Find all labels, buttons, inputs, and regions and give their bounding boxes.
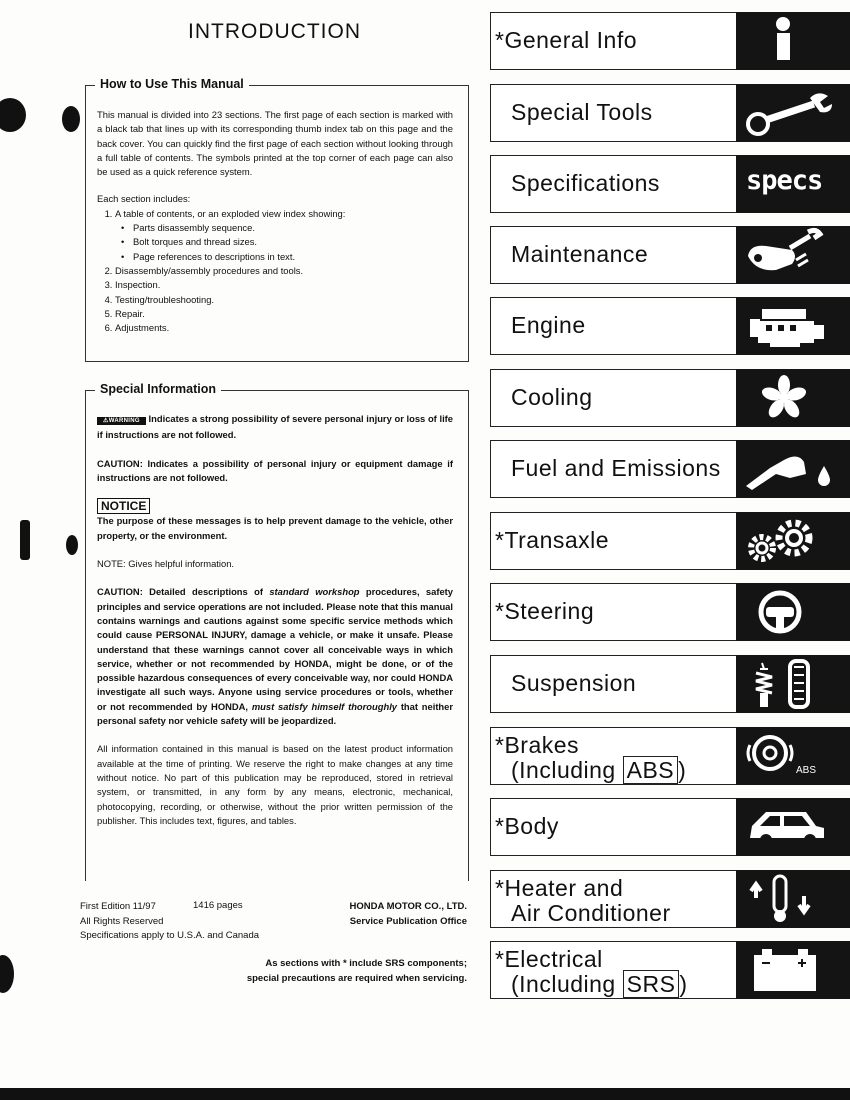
list-item: 4. Testing/troubleshooting. bbox=[115, 293, 453, 307]
binder-hole-mark bbox=[62, 106, 80, 132]
srs-note-line-1: As sections with * include SRS components; bbox=[265, 958, 467, 969]
tab-label: Electrical bbox=[504, 946, 603, 972]
list-item: 2. Disassembly/assembly procedures and tools. bbox=[115, 264, 453, 278]
tab-label: Specifications bbox=[511, 170, 660, 196]
tab-body[interactable] bbox=[490, 798, 850, 858]
list-item: • Bolt torques and thread sizes. bbox=[133, 235, 453, 249]
list-item-text: A table of contents, or an exploded view index showing: bbox=[115, 207, 346, 219]
abs-icon-text: ABS bbox=[796, 765, 817, 776]
tab-fuel-and-emissions[interactable] bbox=[490, 440, 850, 500]
binder-hole-mark bbox=[20, 520, 30, 560]
caution-text-c: that neither personal safety nor vehicle safety will be jeopardized. bbox=[97, 700, 454, 727]
fuel-nozzle-icon bbox=[736, 440, 850, 498]
tab-label: Brakes bbox=[504, 732, 580, 758]
tab-steering[interactable] bbox=[490, 583, 850, 643]
srs-note bbox=[215, 957, 467, 986]
special-info-text bbox=[97, 412, 453, 828]
wrench-icon bbox=[736, 84, 850, 142]
srs-star: * bbox=[495, 27, 505, 53]
page-count: 1416 pages bbox=[193, 900, 243, 911]
tab-suspension[interactable] bbox=[490, 655, 850, 715]
specs-text-icon bbox=[736, 155, 850, 213]
tab-sublabel-end: ) bbox=[679, 971, 688, 997]
tab-heater-and-air-conditioner[interactable] bbox=[490, 870, 850, 930]
special-info-heading: Special Information bbox=[95, 382, 221, 396]
tab-brakes[interactable] bbox=[490, 727, 850, 787]
tab-electrical[interactable] bbox=[490, 941, 850, 1001]
tab-label: Steering bbox=[504, 598, 595, 624]
list-item bbox=[115, 207, 453, 264]
caution-paragraph: CAUTION: Indicates a possibility of personal injury or equipment damage if instructions are not followed. bbox=[97, 457, 453, 483]
tab-label: Suspension bbox=[511, 670, 637, 696]
warning-tag: ⚠WARNING bbox=[97, 417, 146, 425]
specs-icon-text: specs bbox=[746, 165, 823, 196]
tab-label: Body bbox=[504, 813, 559, 839]
binder-hole-mark bbox=[0, 98, 26, 132]
caution-text-a: CAUTION: Detailed descriptions of bbox=[97, 586, 263, 598]
list-item: • Parts disassembly sequence. bbox=[133, 221, 453, 235]
tab-engine[interactable] bbox=[490, 297, 850, 357]
caution-text-italic-2: must satisfy himself thoroughly bbox=[251, 700, 398, 712]
page-title: INTRODUCTION bbox=[188, 20, 361, 43]
scan-bottom-edge bbox=[0, 1088, 850, 1100]
list-item: 6. Adjustments. bbox=[115, 321, 453, 335]
list-item: 5. Repair. bbox=[115, 307, 453, 321]
binder-hole-mark bbox=[0, 955, 14, 993]
brake-disc-icon bbox=[736, 727, 850, 785]
gears-icon bbox=[736, 512, 850, 570]
tab-sublabel-end: ) bbox=[678, 757, 687, 783]
warning-text: Indicates a strong possibility of severe personal injury or loss of life if instructions are not followed. bbox=[97, 413, 454, 441]
notice-paragraph: The purpose of these messages is to help prevent damage to the vehicle, other property, or the environment. bbox=[97, 515, 453, 541]
publisher-info bbox=[330, 900, 467, 929]
tab-label: Transaxle bbox=[504, 527, 610, 553]
includes-label: Each section includes: bbox=[97, 193, 191, 205]
tab-sublabel: Air Conditioner bbox=[511, 900, 671, 926]
tab-maintenance[interactable] bbox=[490, 226, 850, 286]
tab-label: Special Tools bbox=[511, 99, 653, 125]
caution-text-b: procedures, safety principles and service operations are not included. Please note that this manual contains warnings and cautions against some specific service methods which could cause PERSONAL INJURY, damage a vehicle, or make it unsafe. Please understand that these warnings cannot cover all conceivable ways in which service, whether or not recommended by HONDA, might be done, or of the possible hazardous consequences of every conceivable way, nor could HONDA investigate all such ways. Anyone using service procedures or tools, whether or not recommended by HONDA, bbox=[97, 586, 454, 712]
warning-paragraph bbox=[97, 412, 453, 443]
rights-text: All Rights Reserved bbox=[80, 915, 164, 927]
srs-star: * bbox=[495, 598, 505, 624]
engine-icon bbox=[736, 297, 850, 355]
how-to-use-heading: How to Use This Manual bbox=[95, 77, 249, 91]
srs-star: * bbox=[495, 527, 505, 553]
car-body-icon bbox=[736, 798, 850, 856]
tab-label: Fuel and Emissions bbox=[511, 455, 721, 481]
tab-sublabel: (Including bbox=[511, 757, 623, 783]
list-item: • Page references to descriptions in text. bbox=[133, 250, 453, 264]
tab-label: Heater and bbox=[504, 875, 624, 901]
copyright-paragraph: All information contained in this manual is based on the latest product information available at the time of printing. We reserve the right to make changes at any time without notice. No part of this publication may be reproduced, stored in retrieval system, or transmitted, in any form by any means, electronic, mechanical, photocopying, recording, or otherwise, without the prior written permission of the publisher. This includes text, figures, and tables. bbox=[97, 743, 453, 826]
tab-special-tools[interactable] bbox=[490, 84, 850, 144]
tab-specifications[interactable] bbox=[490, 155, 850, 215]
srs-star: * bbox=[495, 813, 505, 839]
tab-label: General Info bbox=[504, 27, 638, 53]
tab-label: Cooling bbox=[511, 384, 593, 410]
fan-icon bbox=[736, 369, 850, 427]
notice-tag: NOTICE bbox=[97, 498, 150, 514]
caution-text-italic-1: standard workshop bbox=[269, 586, 360, 598]
tab-sublabel: (Including bbox=[511, 971, 623, 997]
edition-text: First Edition 11/97 bbox=[80, 901, 156, 912]
list-item: 3. Inspection. bbox=[115, 278, 453, 292]
office-name: Service Publication Office bbox=[349, 915, 467, 927]
shock-absorber-icon bbox=[736, 655, 850, 713]
srs-boxed-label: SRS bbox=[623, 970, 680, 998]
tab-label: Maintenance bbox=[511, 241, 649, 267]
srs-note-line-2: special precautions are required when servicing. bbox=[246, 972, 467, 984]
srs-star: * bbox=[495, 946, 505, 972]
binder-hole-mark bbox=[66, 535, 78, 555]
how-to-use-paragraph: This manual is divided into 23 sections. The first page of each section is marked with a black tab that lines up with its corresponding thumb index tab on this page and the back cover. You can quickly find the first page of each section without looking through a full table of contents. The symbols printed at the top corner of each page can also be used as a quick reference system. bbox=[97, 109, 453, 178]
note-paragraph: NOTE: Gives helpful information. bbox=[97, 558, 235, 570]
specs-region-text: Specifications apply to U.S.A. and Canada bbox=[80, 930, 260, 941]
info-icon bbox=[736, 12, 850, 70]
battery-icon bbox=[736, 941, 850, 999]
tab-general-info[interactable] bbox=[490, 12, 850, 72]
company-name: HONDA MOTOR CO., LTD. bbox=[349, 901, 467, 912]
srs-star: * bbox=[495, 875, 505, 901]
srs-star: * bbox=[495, 732, 505, 758]
maintenance-hand-icon bbox=[736, 226, 850, 284]
how-to-use-text bbox=[97, 108, 453, 335]
thermometer-icon bbox=[736, 870, 850, 928]
caution-detail-paragraph bbox=[97, 585, 453, 728]
tab-cooling[interactable] bbox=[490, 369, 850, 429]
abs-boxed-label: ABS bbox=[623, 756, 679, 784]
tab-label: Engine bbox=[511, 312, 586, 338]
tab-transaxle[interactable] bbox=[490, 512, 850, 572]
steering-wheel-icon bbox=[736, 583, 850, 641]
